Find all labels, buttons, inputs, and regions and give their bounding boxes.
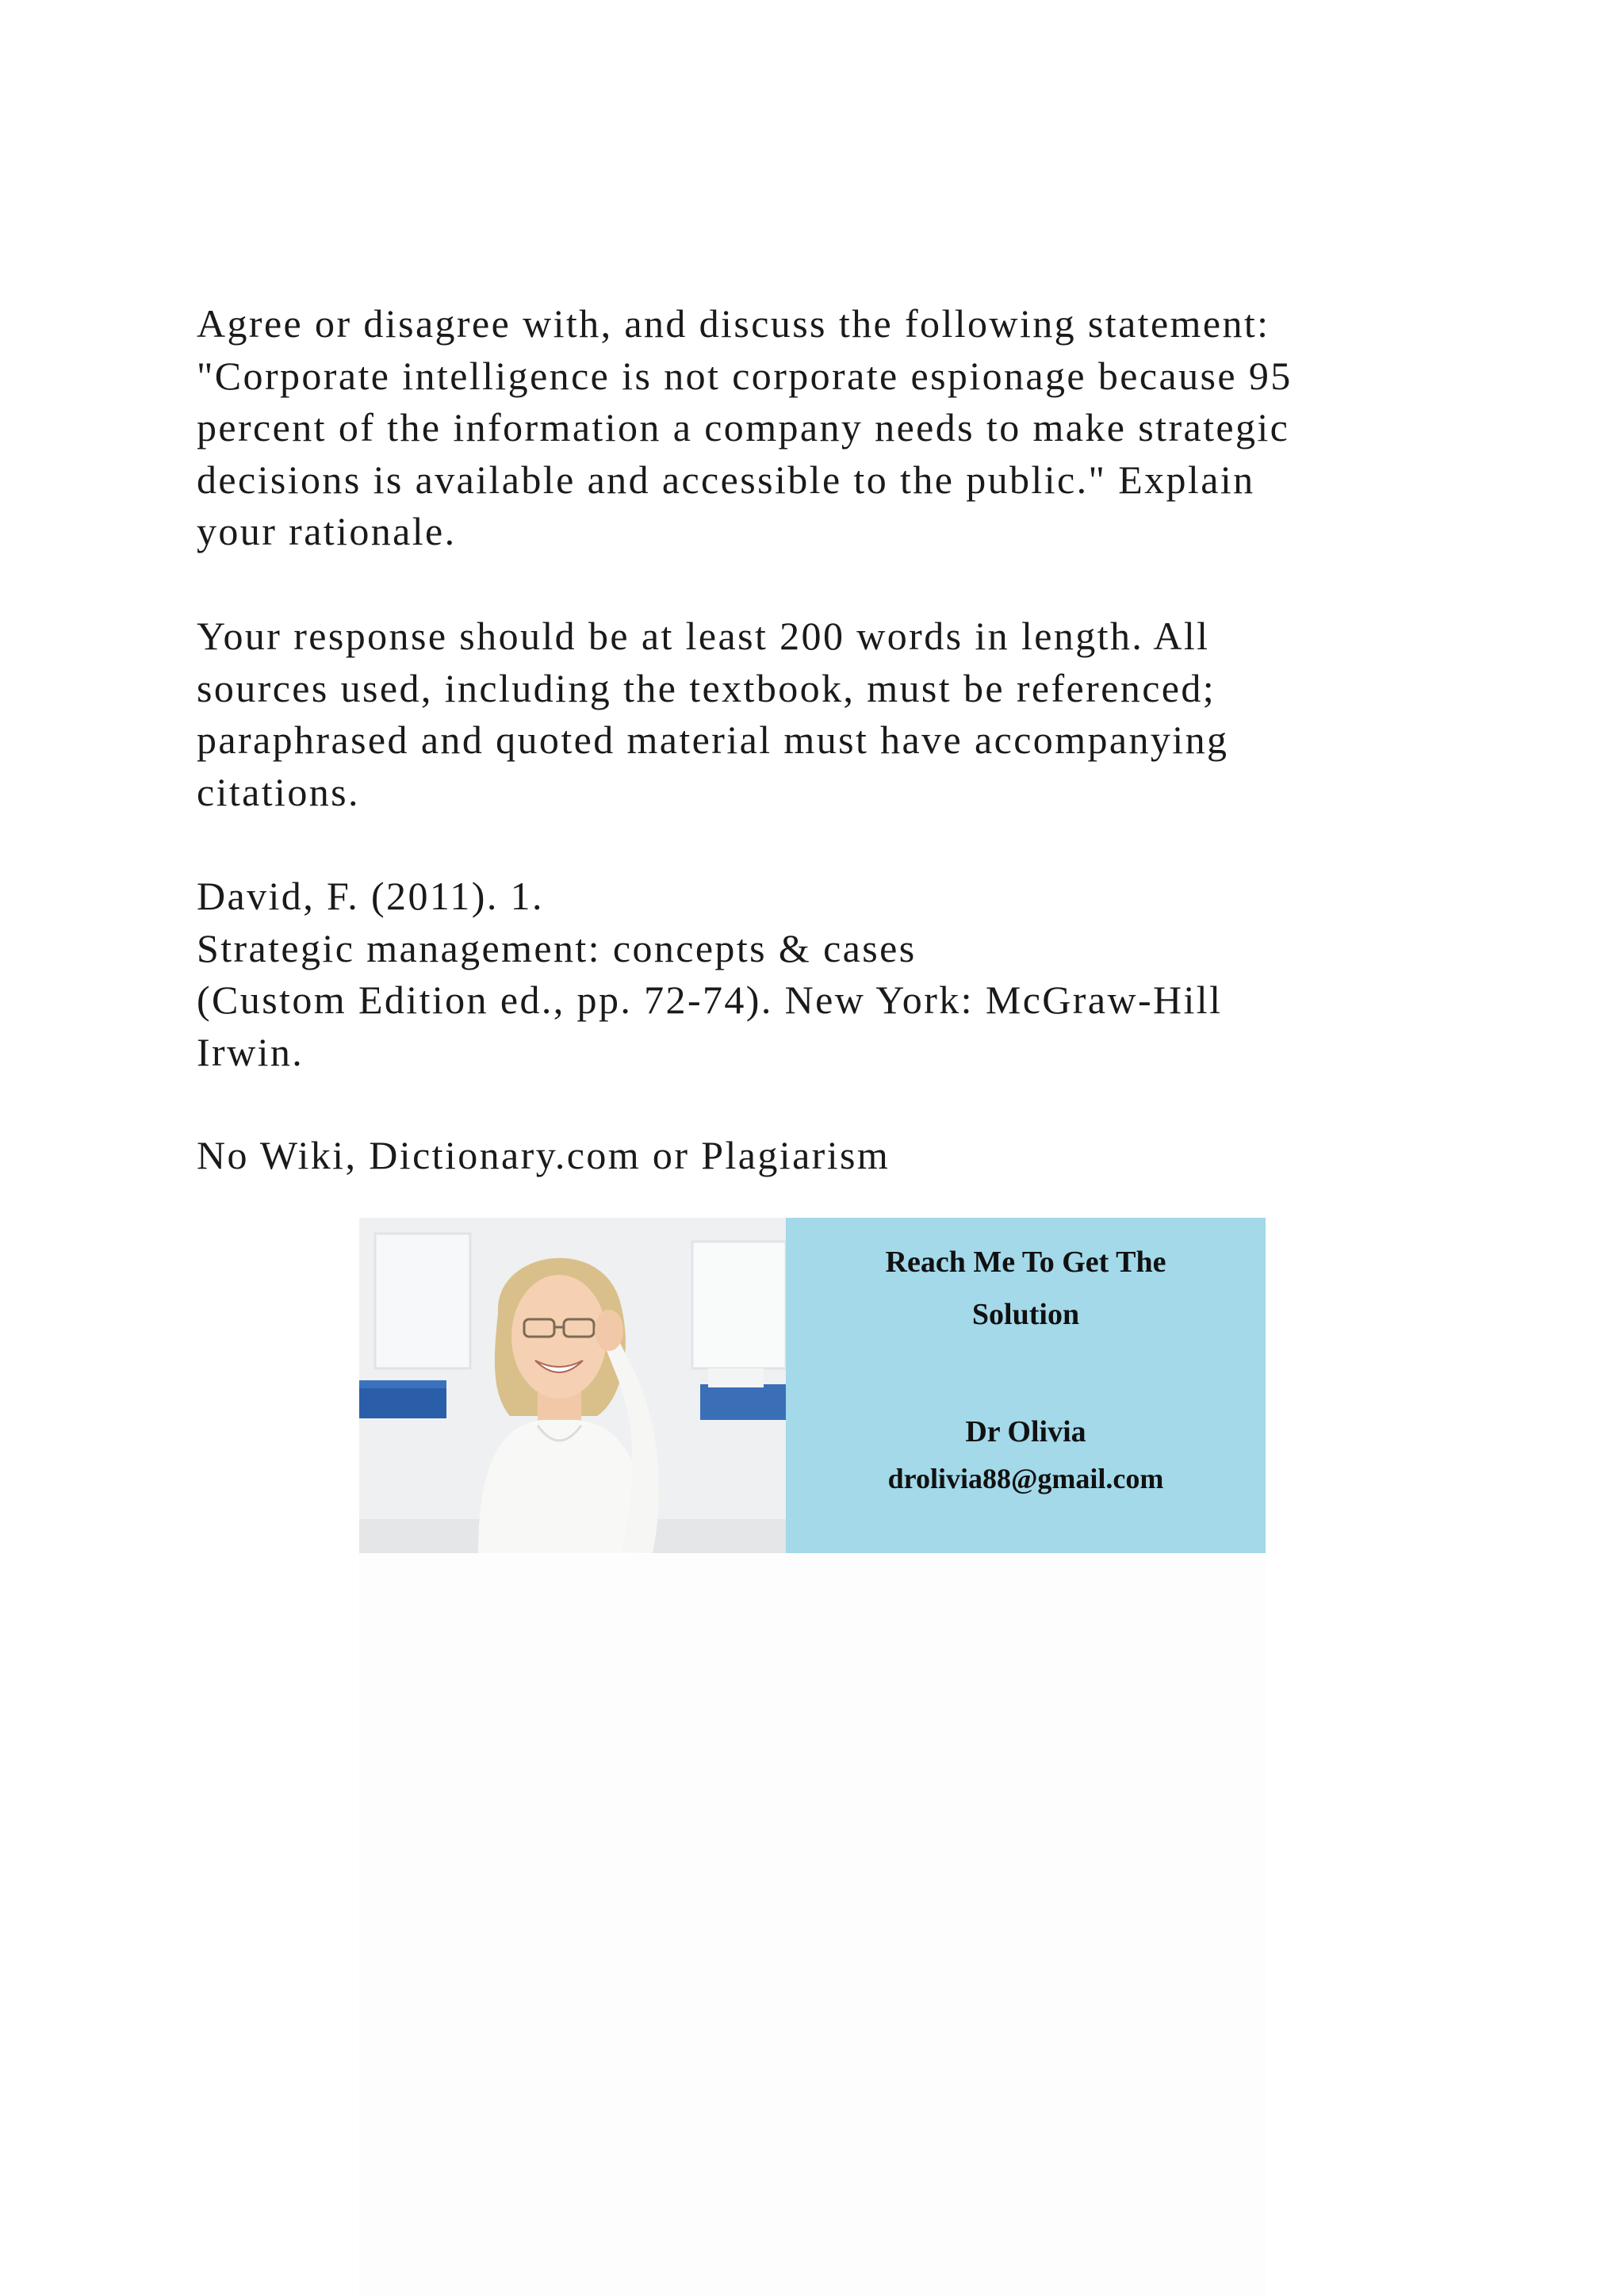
tutor-photo (359, 1218, 786, 1553)
woman-portrait-illustration (359, 1218, 786, 1553)
length-requirements: Your response should be at least 200 words in length. All sources used, including the textbook, must be referenced; paraphrased and quoted material must have accompanying citations. (197, 614, 1229, 814)
banner-heading-line-1: Reach Me To Get The (885, 1246, 1166, 1279)
source-restrictions: No Wiki, Dictionary.com or Plagiarism (197, 1133, 891, 1177)
contact-banner (359, 1218, 1266, 1553)
contact-info-panel (786, 1218, 1266, 1553)
reference-citation: David, F. (2011). 1. Strategic management: concepts & cases (Custom Edition ed., pp. 72-74). New York: McGraw-Hill Irwin. (197, 874, 1223, 1074)
blank-area (359, 1554, 1266, 2296)
contact-name: Dr Olivia (965, 1415, 1086, 1448)
contact-email: drolivia88@gmail.com (887, 1463, 1164, 1494)
banner-heading-line-2: Solution (971, 1298, 1080, 1331)
assignment-prompt: Agree or disagree with, and discuss the following statement: "Corporate intelligence is not corporate espionage because 95 percent of the information a company needs to make strategic decisions is available and accessible to the public." Explain your rationale. (197, 301, 1293, 553)
